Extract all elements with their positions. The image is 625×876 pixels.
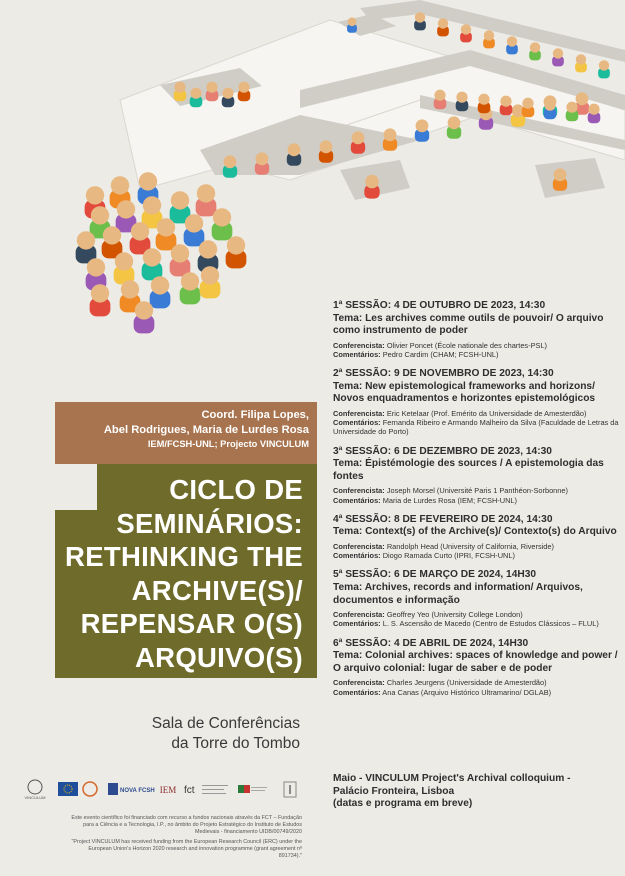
venue-line-2: da Torre do Tombo xyxy=(171,735,300,752)
comments-label: Comentários: xyxy=(333,619,381,629)
vinculum-logo xyxy=(22,778,48,800)
session-comments xyxy=(333,688,619,697)
session-3 xyxy=(333,446,619,505)
figurine-head xyxy=(171,191,189,209)
figurine-head xyxy=(365,175,379,189)
session-theme: Tema: New epistemological frameworks and horizons/ Novos enquadramentos e horizontes epistemológicos xyxy=(333,380,596,405)
figurine-head xyxy=(522,98,533,109)
fct-logo-text: fct xyxy=(184,785,195,796)
colloquium-line-1: Maio - VINCULUM Project's Archival colloquium - xyxy=(333,773,571,784)
session-theme: Tema: Context(s) of the Archive(s)/ Contexto(s) do Arquivo xyxy=(333,526,617,538)
session-speaker xyxy=(333,341,619,350)
speaker-label: Conferencista: xyxy=(333,678,385,688)
commentator-name: Pedro Cardim (CHAM; FCSH-UNL) xyxy=(382,349,499,359)
colloquium-line-2: Palácio Fronteira, Lisboa xyxy=(333,785,455,797)
session-speaker xyxy=(333,678,619,687)
speaker-name: Geoffrey Yeo (University College London) xyxy=(386,610,523,620)
figurine-head xyxy=(115,252,133,270)
figurine-head xyxy=(500,96,511,107)
commentator-name: Fernanda Ribeiro e Armando Malheiro da Silva (Faculdade de Letras da Universidade do Porto) xyxy=(333,418,619,437)
figurine-head xyxy=(139,172,157,190)
portugal-gov-logo xyxy=(238,778,268,800)
figurine-head xyxy=(348,17,357,26)
commentator-name: Maria de Lurdes Rosa (IEM; FCSH-UNL) xyxy=(382,495,518,505)
session-heading: 1ª SESSÃO: 4 DE OUTUBRO DE 2023, 14:30 xyxy=(333,300,546,311)
figurine-head xyxy=(77,231,95,249)
session-6 xyxy=(333,638,619,697)
nova-fcsh-logo xyxy=(108,778,155,800)
figurine-head xyxy=(201,266,219,284)
comments-label: Comentários: xyxy=(333,495,381,505)
vinculum-logo-text: VINCULUM xyxy=(24,795,46,800)
figurine-head xyxy=(117,200,135,218)
session-2 xyxy=(333,368,619,436)
figurine-head xyxy=(199,240,217,258)
figurine-head xyxy=(544,100,555,111)
figurine-head xyxy=(576,92,589,105)
session-comments xyxy=(333,350,619,359)
session-speaker xyxy=(333,409,619,418)
iem-logo-text: IEM xyxy=(159,785,177,795)
figurine-head xyxy=(484,30,494,40)
torre-do-tombo-logo xyxy=(280,778,300,800)
session-4 xyxy=(333,514,619,561)
figurine-head xyxy=(384,128,397,141)
erc-logo xyxy=(80,778,100,800)
session-speaker xyxy=(333,542,619,551)
figurine-head xyxy=(87,258,105,276)
figurine-head xyxy=(456,92,467,103)
funding-text-pt: Este evento científico foi financiado com recurso a fundos nacionais através da FCT – Fundação para a Ciência e a Tecnologia, I.P., no âmbito do Projeto Estratégico do Instituto de Estudos Medievais - financiamento UIDB/00749/2020 xyxy=(71,815,302,835)
session-heading: 6ª SESSÃO: 4 DE ABRIL DE 2024, 14H30 xyxy=(333,637,529,649)
figurine-head xyxy=(256,152,269,165)
figurine-head xyxy=(599,60,609,70)
session-heading: 4ª SESSÃO: 8 DE FEVEREIRO DE 2024, 14:30 xyxy=(333,513,553,525)
figurine-head xyxy=(288,143,301,156)
speaker-name: Randolph Head (University of California, Riverside) xyxy=(386,541,554,551)
colloquium-line-3: (datas e programa em breve) xyxy=(333,798,473,810)
session-5 xyxy=(333,569,619,628)
iem-logo xyxy=(158,778,178,800)
speaker-name: Joseph Morsel (Université Paris 1 Panthéon-Sorbonne) xyxy=(386,486,568,496)
title-line-5: REPENSAR O(S) xyxy=(80,608,303,639)
figurine-head xyxy=(174,82,185,93)
maze-figurines-illustration xyxy=(0,0,625,330)
title-line-1: CICLO DE xyxy=(169,474,303,505)
session-theme: Tema: Épistémologie des sources / A epistemologia das fontes xyxy=(333,458,604,482)
figurine-head xyxy=(588,104,599,115)
speaker-name: Eric Ketelaar (Prof. Emérito da Universidade de Amesterdão) xyxy=(386,408,587,418)
commentator-name: L. S. Ascensão de Macedo (Centro de Estudos Clássicos – FLUL) xyxy=(382,619,599,629)
comments-label: Comentários: xyxy=(333,418,381,428)
speaker-label: Conferencista: xyxy=(333,340,385,350)
seminar-title xyxy=(55,473,303,674)
coordinators-line-1: Coord. Filipa Lopes, xyxy=(201,409,309,421)
eu-flag-logo xyxy=(58,778,78,800)
figurine-head xyxy=(131,222,149,240)
figurine-head xyxy=(566,102,577,113)
figurine-head xyxy=(553,48,563,58)
title-line-2: SEMINÁRIOS: xyxy=(116,507,303,539)
figurine-head xyxy=(197,184,215,202)
figurine-head xyxy=(438,18,448,28)
speaker-label: Conferencista: xyxy=(333,408,385,418)
sponsor-logos xyxy=(22,778,312,802)
session-heading: 2ª SESSÃO: 9 DE NOVEMBRO DE 2023, 14:30 xyxy=(333,368,554,380)
speaker-label: Conferencista: xyxy=(333,486,385,496)
figurine-head xyxy=(181,272,199,290)
figurine-head xyxy=(121,280,139,298)
figurine-head xyxy=(352,131,365,144)
figurine-head xyxy=(448,116,461,129)
coordinators-affiliation: IEM/FCSH-UNL; Projecto VINCULUM xyxy=(147,439,309,449)
figurine-head xyxy=(222,88,233,99)
funding-text-en: "Project VINCULUM has received funding from the European Research Council (ERC) under the European Union's Horizon 2020 research and innovation programme (grant agreement nº 891734)." xyxy=(71,839,302,859)
figurine-head xyxy=(143,248,161,266)
title-line-3: RETHINKING THE xyxy=(65,541,303,572)
figurine-head xyxy=(461,24,471,34)
coordination-box xyxy=(55,402,317,464)
session-comments xyxy=(333,551,619,560)
speaker-label: Conferencista: xyxy=(333,541,385,551)
figurine-head xyxy=(91,284,109,302)
speaker-label: Conferencista: xyxy=(333,610,385,620)
commentator-name: Diogo Ramada Curto (IPRI, FCSH-UNL) xyxy=(382,551,515,561)
figurine-head xyxy=(554,168,567,181)
figurine-head xyxy=(213,208,231,226)
colloquium-note xyxy=(333,773,619,811)
session-comments xyxy=(333,619,619,628)
figurine-head xyxy=(507,36,517,46)
figurine-head xyxy=(530,42,540,52)
title-line-6: ARQUIVO(S) xyxy=(135,641,303,673)
figurine-head xyxy=(86,186,104,204)
comments-label: Comentários: xyxy=(333,551,381,561)
figurine-head xyxy=(185,214,203,232)
title-line-4: ARCHIVE(S)/ xyxy=(131,574,303,606)
commentator-name: Ana Canas (Arquivo Histórico Ultramarino/ DGLAB) xyxy=(382,687,552,697)
figurine-head xyxy=(238,82,249,93)
figurine-head xyxy=(103,226,121,244)
figurine-head xyxy=(224,155,237,168)
sessions-list xyxy=(333,300,619,706)
session-heading: 5ª SESSÃO: 6 DE MARÇO DE 2024, 14H30 xyxy=(333,569,537,581)
figurine-head xyxy=(434,90,445,101)
venue xyxy=(60,714,300,754)
figurine-head xyxy=(478,94,489,105)
comments-label: Comentários: xyxy=(333,349,381,359)
figurine-head xyxy=(576,54,586,64)
session-heading: 3ª SESSÃO: 6 DE DEZEMBRO DE 2023, 14:30 xyxy=(333,445,552,457)
figurine-head xyxy=(206,82,217,93)
speaker-name: Charles Jeurgens (Universidade de Amesterdão) xyxy=(386,678,547,688)
fct-logo xyxy=(184,778,230,800)
venue-line-1: Sala de Conferências xyxy=(151,715,300,732)
speaker-name: Olivier Poncet (École nationale des chartes-PSL) xyxy=(386,340,548,350)
figurine-head xyxy=(151,276,169,294)
session-theme: Tema: Les archives comme outils de pouvoir/ O arquivo como instrumento de poder xyxy=(333,312,604,337)
session-theme: Tema: Archives, records and information/ Arquivos, documentos e informação xyxy=(333,581,583,606)
figurine-head xyxy=(320,140,333,153)
session-comments xyxy=(333,418,619,436)
figurine-head xyxy=(190,88,201,99)
figurine-head xyxy=(416,119,429,132)
nova-fcsh-logo-text: NOVA FCSH xyxy=(120,788,155,794)
figurine-head xyxy=(157,218,175,236)
coordinators-line-2: Abel Rodrigues, Maria de Lurdes Rosa xyxy=(103,424,309,436)
session-1 xyxy=(333,300,619,359)
figurine-head xyxy=(227,236,245,254)
comments-label: Comentários: xyxy=(333,687,381,697)
funding-notice xyxy=(70,815,302,864)
session-speaker xyxy=(333,486,619,495)
figurine-head xyxy=(415,12,425,22)
figurine-head xyxy=(135,301,153,319)
figurine-head xyxy=(171,244,189,262)
session-comments xyxy=(333,496,619,505)
figurine-head xyxy=(91,206,109,224)
session-theme: Tema: Colonial archives: spaces of knowledge and power / O arquivo colonial: lugar de saber e de poder xyxy=(333,650,618,674)
figurine-head xyxy=(143,196,161,214)
figurine-head xyxy=(111,176,129,194)
session-speaker xyxy=(333,610,619,619)
